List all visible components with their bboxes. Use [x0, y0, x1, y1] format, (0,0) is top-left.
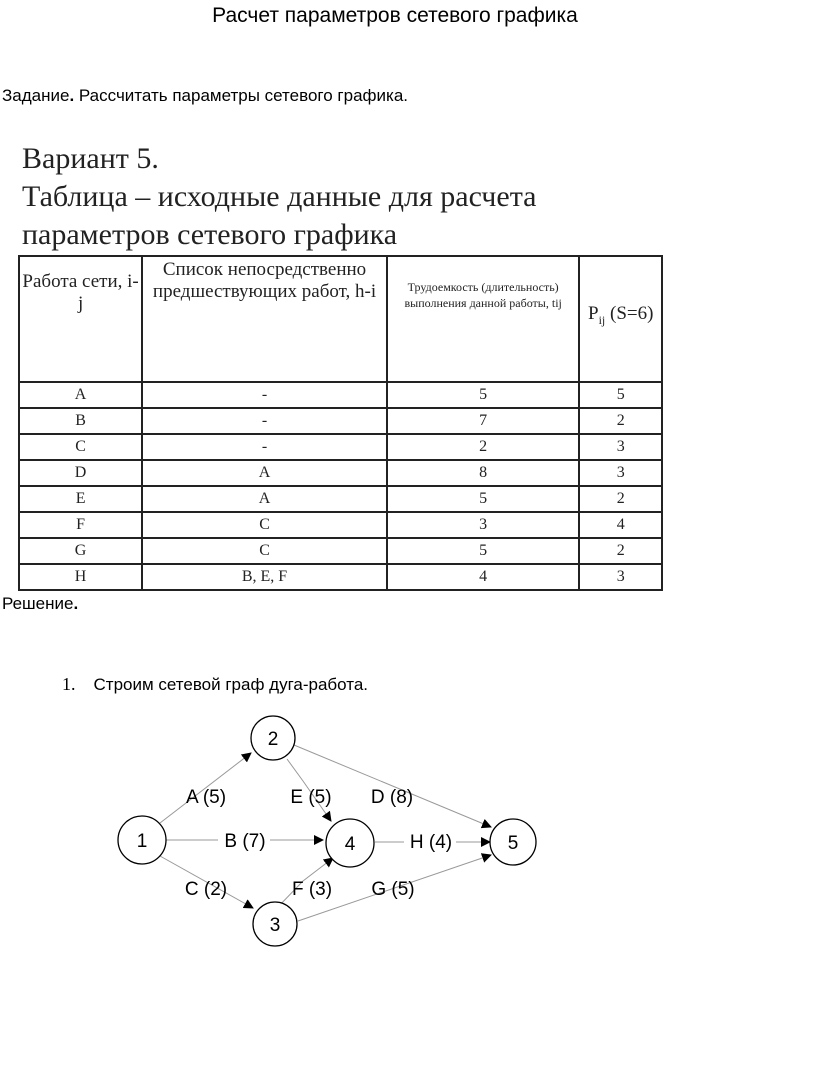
cell-pij: 5	[579, 382, 662, 408]
header-duration: Трудоемкость (длительность) выполнения данной работы, tij	[387, 256, 580, 382]
cell-duration: 5	[387, 486, 580, 512]
pij-subscript: ij	[598, 312, 606, 327]
cell-pij: 2	[579, 538, 662, 564]
label-g: G (5)	[371, 879, 415, 900]
variant-heading	[22, 140, 536, 254]
cell-work: H	[19, 564, 142, 590]
cell-pij: 2	[579, 486, 662, 512]
cell-pij: 3	[579, 434, 662, 460]
node-1-label: 1	[136, 831, 148, 852]
solution-label: Решение	[2, 594, 74, 613]
table-row	[19, 434, 662, 460]
label-e: E (5)	[290, 787, 332, 808]
cell-pred: B, E, F	[142, 564, 387, 590]
table-row	[19, 382, 662, 408]
table-row	[19, 538, 662, 564]
cell-duration: 5	[387, 382, 580, 408]
label-c: C (2)	[184, 879, 228, 900]
label-b: B (7)	[224, 831, 266, 852]
node-4-label: 4	[344, 834, 356, 855]
cell-duration: 3	[387, 512, 580, 538]
cell-work: C	[19, 434, 142, 460]
cell-work: A	[19, 382, 142, 408]
cell-pred: -	[142, 382, 387, 408]
edge-d	[294, 745, 491, 827]
cell-pred: -	[142, 408, 387, 434]
node-5	[490, 819, 536, 865]
table-row	[19, 460, 662, 486]
step-number: 1.	[62, 674, 76, 694]
cell-pred: C	[142, 512, 387, 538]
header-pij	[579, 256, 662, 382]
cell-duration: 5	[387, 538, 580, 564]
task-label: Задание	[2, 86, 70, 105]
cell-pred: A	[142, 486, 387, 512]
step-text: Строим сетевой граф дуга-работа.	[93, 675, 369, 694]
cell-pij: 3	[579, 460, 662, 486]
table-header-row	[19, 256, 662, 382]
table-row	[19, 408, 662, 434]
node-2-label: 2	[267, 729, 279, 750]
node-3	[253, 902, 297, 946]
pij-symbol: P	[588, 303, 599, 324]
cell-work: G	[19, 538, 142, 564]
variant-title: Вариант 5.	[22, 142, 159, 175]
cell-pred: -	[142, 434, 387, 460]
header-predecessors: Список непосредственно предшествующих работ, h-i	[142, 256, 387, 382]
cell-work: B	[19, 408, 142, 434]
table-row	[19, 564, 662, 590]
task-text: Рассчитать параметры сетевого графика.	[78, 86, 408, 105]
label-a: A (5)	[185, 787, 227, 808]
cell-duration: 8	[387, 460, 580, 486]
table-row	[19, 512, 662, 538]
header-work: Работа сети, i-j	[19, 256, 142, 382]
cell-pred: C	[142, 538, 387, 564]
table-row	[19, 486, 662, 512]
cell-work: D	[19, 460, 142, 486]
network-graph	[0, 700, 816, 960]
cell-pij: 3	[579, 564, 662, 590]
input-data-table	[18, 255, 663, 591]
label-d: D (8)	[370, 787, 414, 808]
task-line: Задание. Рассчитать параметры сетевого графика.	[2, 86, 408, 105]
cell-work: F	[19, 512, 142, 538]
node-2	[251, 716, 295, 760]
node-3-label: 3	[269, 915, 281, 936]
node-1	[118, 816, 166, 864]
cell-pij: 4	[579, 512, 662, 538]
cell-duration: 7	[387, 408, 580, 434]
pij-tail: (S=6)	[605, 303, 654, 324]
cell-pred: A	[142, 460, 387, 486]
cell-work: E	[19, 486, 142, 512]
table-caption-line2: параметров сетевого графика	[22, 218, 398, 251]
solution-heading: Решение.	[2, 594, 79, 613]
node-5-label: 5	[507, 833, 519, 854]
label-f: F (3)	[291, 879, 333, 900]
label-h: H (4)	[409, 832, 453, 853]
node-4	[326, 819, 374, 867]
table-caption-line1: Таблица – исходные данные для расчета	[22, 180, 537, 213]
step-1	[62, 674, 368, 695]
cell-duration: 2	[387, 434, 580, 460]
cell-duration: 4	[387, 564, 580, 590]
page-title: Расчет параметров сетевого графика	[212, 4, 578, 27]
cell-pij: 2	[579, 408, 662, 434]
